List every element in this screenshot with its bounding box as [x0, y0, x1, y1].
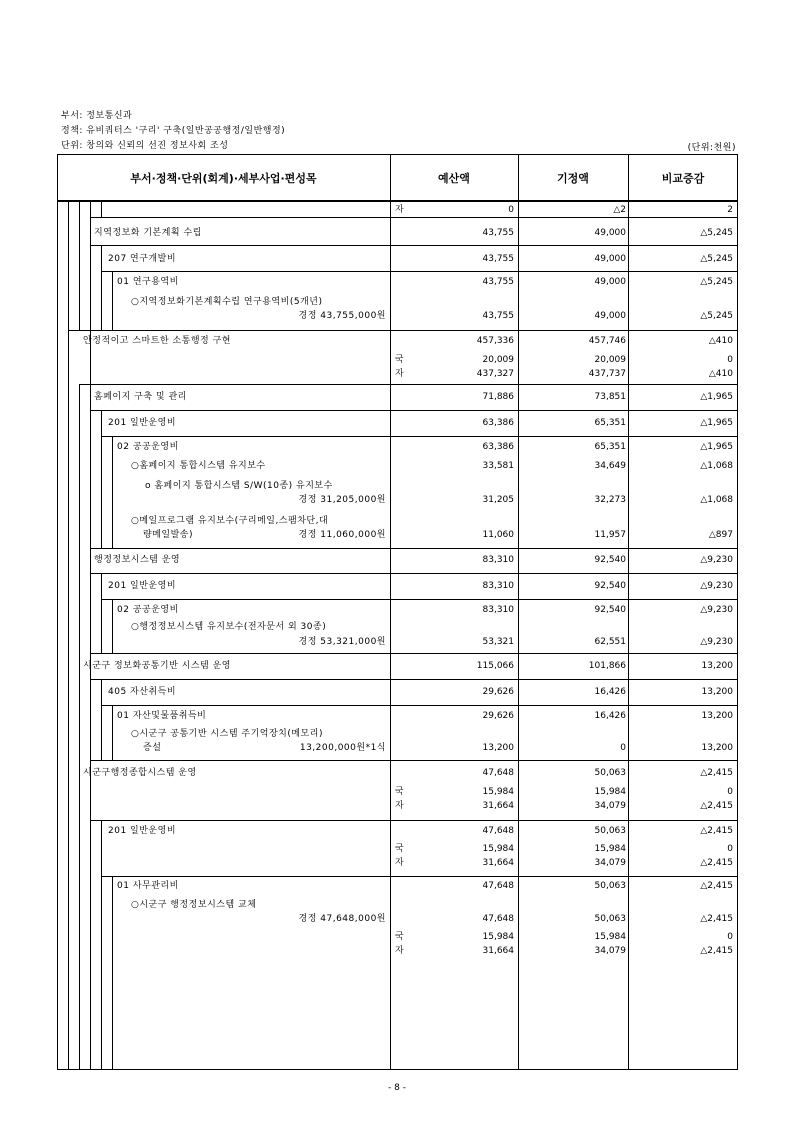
detail-amount: 경정 53,321,000원 [298, 637, 386, 647]
diff-value: 0 [727, 844, 733, 854]
previous-value: 0 [620, 743, 626, 753]
previous-value: 50,063 [594, 768, 626, 778]
previous-value: 50,063 [594, 914, 626, 924]
row-separator [90, 548, 738, 549]
detail-amount: 경정 43,755,000원 [298, 311, 386, 321]
previous-value: 16,426 [594, 711, 626, 721]
detail-amount: 경정 11,060,000원 [298, 530, 386, 540]
indent-line [101, 410, 102, 548]
previous-value: 92,540 [594, 605, 626, 615]
previous-value: 65,351 [594, 418, 626, 428]
budget-value: 31,664 [482, 946, 514, 956]
budget-value: 457,336 [476, 336, 514, 346]
budget-value: 33,581 [482, 461, 514, 471]
project-name: 시군구 정보화공통기반 시스템 운영 [83, 661, 231, 671]
previous-value: 34,079 [594, 858, 626, 868]
indent-line [79, 201, 80, 330]
budget-value: 31,664 [482, 801, 514, 811]
row-separator [90, 820, 738, 821]
header-separator [57, 200, 738, 202]
fund-label: 자 [395, 946, 404, 956]
budget-value: 83,310 [482, 581, 514, 591]
department-line: 부서: 정보통신과 [61, 111, 133, 121]
diff-value: △5,245 [700, 228, 733, 238]
previous-value: 34,079 [594, 801, 626, 811]
diff-value: △5,245 [700, 277, 733, 287]
fund-label: 자 [395, 801, 404, 811]
budget-value: 53,321 [482, 637, 514, 647]
previous-value: 32,273 [594, 495, 626, 505]
diff-value: 0 [727, 932, 733, 942]
previous-value: 11,957 [594, 530, 626, 540]
row-separator [101, 271, 738, 272]
budget-value: 63,386 [482, 442, 514, 452]
detail-item-cont: 량메일발송) [143, 530, 193, 540]
indent-line [112, 599, 113, 653]
budget-value: 43,755 [482, 277, 514, 287]
indent-line [112, 705, 113, 760]
header-previous: 기정액 [557, 172, 589, 185]
diff-value: △2,415 [700, 881, 733, 891]
sub-item: 01 사무관리비 [117, 881, 179, 891]
indent-line [101, 573, 102, 653]
indent-line [112, 876, 113, 1070]
previous-value: 16,426 [594, 687, 626, 697]
previous-value: 49,000 [594, 254, 626, 264]
previous-value: 49,000 [594, 311, 626, 321]
diff-value: △9,230 [700, 555, 733, 565]
detail-item: ○메일프로그램 유지보수(구리메일,스팸차단,대 [131, 516, 329, 526]
indent-line [68, 201, 69, 1070]
sub-item: 02 공공운영비 [117, 442, 179, 452]
diff-value: △9,230 [700, 605, 733, 615]
detail-item: ○홈페이지 통합시스템 유지보수 [131, 461, 266, 471]
budget-value: 83,310 [482, 605, 514, 615]
sub-item: 02 공공운영비 [117, 605, 179, 615]
budget-value: 47,648 [482, 826, 514, 836]
budget-value: 13,200 [482, 743, 514, 753]
fund-label: 자 [395, 858, 404, 868]
budget-value: 63,386 [482, 418, 514, 428]
detail-item: ○시군구 행정정보시스템 교체 [131, 900, 257, 910]
budget-value: 83,310 [482, 555, 514, 565]
budget-value: 31,205 [482, 495, 514, 505]
diff-value: 13,200 [701, 661, 733, 671]
fund-label: 국 [395, 844, 404, 854]
col-line-diff [628, 154, 629, 1070]
diff-value: △1,965 [700, 418, 733, 428]
indent-line [101, 820, 102, 1070]
budget-value: 115,066 [476, 661, 514, 671]
diff-value: △2,415 [700, 801, 733, 811]
budget-value: 15,984 [482, 844, 514, 854]
row-separator [90, 760, 738, 761]
diff-value: △410 [708, 369, 733, 379]
sub-item: 01 연구용역비 [117, 277, 179, 287]
budget-value: 29,626 [482, 711, 514, 721]
previous-value: 15,984 [594, 844, 626, 854]
diff-value: △9,230 [700, 581, 733, 591]
header-item: 부서·정책·단위(회계)·세부사업·편성목 [130, 172, 317, 185]
budget-value: 20,009 [482, 355, 514, 365]
budget-value: 43,755 [482, 311, 514, 321]
detail-item-cont: 증설 [143, 743, 162, 753]
budget-value: 31,664 [482, 858, 514, 868]
indent-line [79, 384, 80, 1070]
previous-value: 73,851 [594, 392, 626, 402]
project-name: 행정정보시스템 운영 [94, 555, 181, 565]
diff-value: △1,068 [700, 495, 733, 505]
diff-value: △1,068 [700, 461, 733, 471]
currency-unit-note: (단위:천원) [687, 143, 736, 153]
row-separator [90, 245, 738, 246]
previous-value: 15,984 [594, 787, 626, 797]
budget-value: 43,755 [482, 228, 514, 238]
budget-value: 29,626 [482, 687, 514, 697]
previous-value: 15,984 [594, 932, 626, 942]
previous-value: 50,063 [594, 826, 626, 836]
previous-value: 62,551 [594, 637, 626, 647]
budget-value: 71,886 [482, 392, 514, 402]
budget-value: 47,648 [482, 768, 514, 778]
unit-line: 단위: 창의와 신뢰의 선진 정보사회 조성 [61, 141, 229, 151]
indent-line [112, 271, 113, 330]
expense-item: 207 연구개발비 [108, 254, 177, 264]
previous-value: 437,737 [588, 369, 626, 379]
fund-label: 자 [395, 205, 404, 215]
previous-value: 49,000 [594, 228, 626, 238]
previous-value: 92,540 [594, 581, 626, 591]
fund-label: 국 [395, 355, 404, 365]
previous-value: 34,649 [594, 461, 626, 471]
diff-value: △2,415 [700, 914, 733, 924]
previous-value: 101,866 [588, 661, 626, 671]
row-separator [68, 330, 738, 331]
project-name: 지역정보화 기본계획 수립 [94, 228, 202, 238]
page-number: - 8 - [388, 1083, 406, 1093]
detail-item: ○지역정보화기본계획수립 연구용역비(5개년) [131, 297, 323, 307]
row-separator [90, 653, 738, 654]
header-diff: 비교증감 [661, 172, 705, 185]
row-separator [90, 217, 738, 218]
budget-value: 43,755 [482, 254, 514, 264]
fund-label: 국 [395, 932, 404, 942]
unit-project-name: 안정적이고 스마트한 소통행정 구현 [83, 336, 231, 346]
project-name: 홈페이지 구축 및 관리 [94, 392, 187, 402]
detail-item: ○행정정보시스템 유지보수(전자문서 외 30종) [131, 622, 327, 632]
diff-value: 13,200 [701, 743, 733, 753]
previous-value: 34,079 [594, 946, 626, 956]
diff-value: △897 [708, 530, 733, 540]
budget-value: 47,648 [482, 914, 514, 924]
diff-value: 0 [727, 355, 733, 365]
diff-value: △1,965 [700, 442, 733, 452]
diff-value: 13,200 [701, 711, 733, 721]
budget-value: 437,327 [476, 369, 514, 379]
indent-line [112, 436, 113, 548]
row-separator [90, 410, 738, 411]
policy-line: 정책: 유비쿼터스 '구리' 구축(일반공공행정/일반행정) [61, 126, 286, 136]
diff-value: △2,415 [700, 946, 733, 956]
row-separator [90, 679, 738, 680]
col-line-budget [390, 154, 391, 1070]
budget-value: 15,984 [482, 932, 514, 942]
detail-amount: 경정 31,205,000원 [298, 495, 386, 505]
diff-value: 0 [727, 787, 733, 797]
diff-value: △410 [708, 336, 733, 346]
diff-value: △9,230 [700, 637, 733, 647]
row-separator [101, 876, 738, 877]
detail-amount: 경정 47,648,000원 [298, 914, 386, 924]
previous-value: 457,746 [588, 336, 626, 346]
expense-item: 201 일반운영비 [108, 826, 177, 836]
previous-value: 65,351 [594, 442, 626, 452]
expense-item: 201 일반운영비 [108, 418, 177, 428]
row-separator [101, 705, 738, 706]
budget-value: 0 [508, 205, 514, 215]
diff-value: △2,415 [700, 826, 733, 836]
detail-item: ○시군구 공통기반 시스템 주기억장치(메모리) [131, 729, 323, 739]
indent-line [101, 245, 102, 330]
previous-value: △2 [613, 205, 626, 215]
diff-value: △2,415 [700, 858, 733, 868]
row-separator [79, 384, 738, 385]
indent-line [101, 201, 102, 217]
previous-value: 92,540 [594, 555, 626, 565]
indent-line [101, 679, 102, 760]
diff-value: 13,200 [701, 687, 733, 697]
indent-line [90, 201, 91, 1070]
diff-value: △5,245 [700, 254, 733, 264]
budget-value: 11,060 [482, 530, 514, 540]
row-separator [90, 573, 738, 574]
header-budget: 예산액 [438, 172, 470, 185]
diff-value: △1,965 [700, 392, 733, 402]
budget-value: 15,984 [482, 787, 514, 797]
diff-value: △2,415 [700, 768, 733, 778]
row-separator [101, 436, 738, 437]
fund-label: 국 [395, 787, 404, 797]
diff-value: △5,245 [700, 311, 733, 321]
detail-item: o 홈페이지 통합시스템 S/W(10종) 유지보수 [145, 481, 333, 491]
diff-value: 2 [727, 205, 733, 215]
sub-item: 01 자산및물품취득비 [117, 711, 207, 721]
row-separator [101, 599, 738, 600]
previous-value: 50,063 [594, 881, 626, 891]
project-name: 시군구행정종합시스템 운영 [83, 768, 197, 778]
expense-item: 201 일반운영비 [108, 581, 177, 591]
previous-value: 49,000 [594, 277, 626, 287]
previous-value: 20,009 [594, 355, 626, 365]
col-line-previous [518, 154, 519, 1070]
fund-label: 자 [395, 369, 404, 379]
expense-item: 405 자산취득비 [108, 687, 177, 697]
budget-value: 47,648 [482, 881, 514, 891]
detail-amount: 13,200,000원*1식 [299, 743, 386, 753]
